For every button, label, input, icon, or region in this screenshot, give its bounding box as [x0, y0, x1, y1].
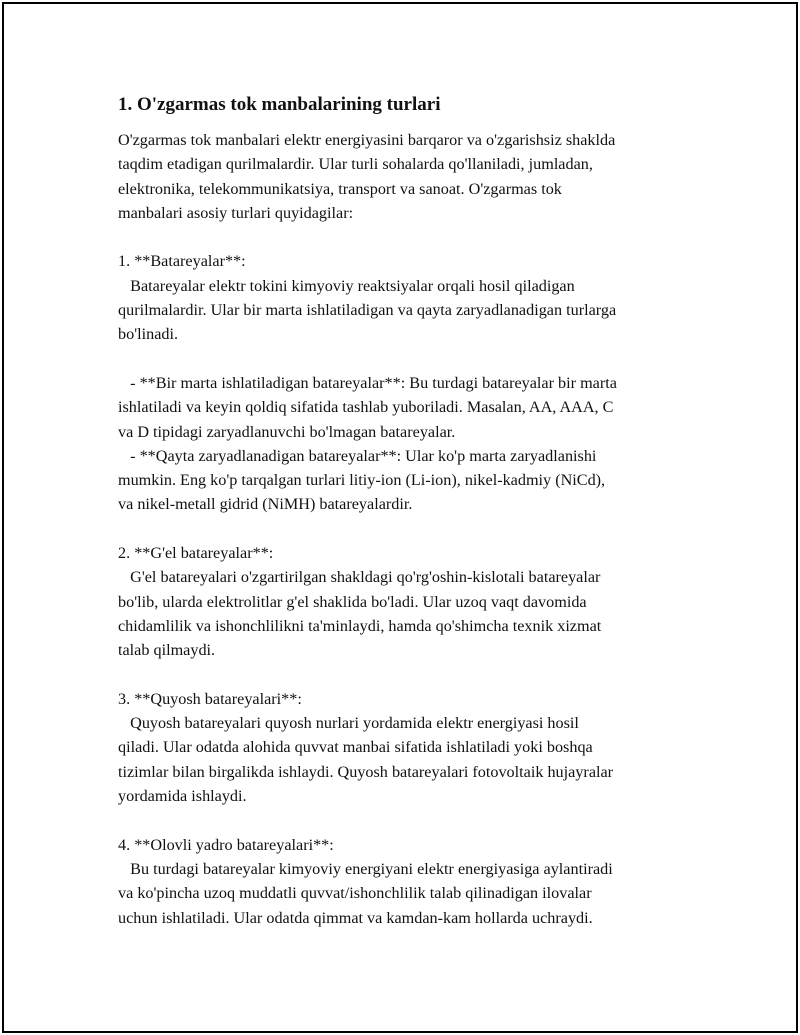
- text-line: Bu turdagi batareyalar kimyoviy energiyani elektr energiyasiga aylantiradi: [118, 859, 613, 878]
- text-line: 2. **G'el batareyalar**:: [118, 544, 274, 563]
- text-line: elektronika, telekommunikatsiya, transport va sanoat. O'zgarmas tok: [118, 179, 562, 198]
- blank-line: [118, 347, 698, 371]
- text-line: Batareyalar elektr tokini kimyoviy reaktsiyalar orqali hosil qiladigan: [118, 276, 575, 295]
- text-line: manbalari asosiy turlari quyidagilar:: [118, 203, 354, 222]
- text-line: ishlatiladi va keyin qoldiq sifatida tashlab yuboriladi. Masalan, AA, AAA, C: [118, 398, 614, 417]
- document-title: 1. O'zgarmas tok manbalarining turlari: [118, 94, 441, 115]
- text-line: mumkin. Eng ko'p tarqalgan turlari litiy-ion (Li-ion), nikel-kadmiy (NiCd),: [118, 471, 606, 490]
- blank-line: [118, 808, 698, 832]
- text-line: - **Qayta zaryadlanadigan batareyalar**: Ular ko'p marta zaryadlanishi: [118, 446, 597, 465]
- text-line: va ko'pincha uzoq muddatli quvvat/ishonchlilik talab qilinadigan ilovalar: [118, 884, 592, 903]
- text-line: va D tipidagi zaryadlanuvchi bo'lmagan batareyalar.: [118, 422, 456, 441]
- blank-line: [118, 663, 698, 687]
- text-line: bo'linadi.: [118, 325, 179, 344]
- document-text: [118, 128, 698, 930]
- text-line: Quyosh batareyalari quyosh nurlari yordamida elektr energiyasi hosil: [118, 714, 579, 733]
- text-line: O'zgarmas tok manbalari elektr energiyasini barqaror va o'zgarishsiz shaklda: [118, 131, 616, 149]
- text-line: tizimlar bilan birgalikda ishlaydi. Quyosh batareyalari fotovoltaik hujayralar: [118, 762, 614, 781]
- document-body: [118, 92, 698, 930]
- text-line: G'el batareyalari o'zgartirilgan shakldagi qo'rg'oshin-kislotali batareyalar: [118, 568, 601, 587]
- text-line: qurilmalardir. Ular bir marta ishlatiladigan va qayta zaryadlanadigan turlarga: [118, 301, 617, 320]
- text-line: 1. **Batareyalar**:: [118, 252, 246, 271]
- text-line: - **Bir marta ishlatiladigan batareyalar**: Bu turdagi batareyalar bir marta: [118, 373, 617, 392]
- blank-line: [118, 225, 698, 249]
- text-line: taqdim etadigan qurilmalardir. Ular turli sohalarda qo'llaniladi, jumladan,: [118, 155, 593, 174]
- text-line: uchun ishlatiladi. Ular odatda qimmat va kamdan-kam hollarda uchraydi.: [118, 908, 593, 927]
- text-line: yordamida ishlaydi.: [118, 787, 247, 806]
- text-line: 3. **Quyosh batareyalari**:: [118, 689, 302, 708]
- text-line: bo'lib, ularda elektrolitlar g'el shaklida bo'ladi. Ular uzoq vaqt davomida: [118, 592, 587, 611]
- text-line: qiladi. Ular odatda alohida quvvat manbai sifatida ishlatiladi yoki boshqa: [118, 738, 593, 757]
- text-line: 4. **Olovli yadro batareyalari**:: [118, 835, 334, 854]
- text-line: va nikel-metall gidrid (NiMH) batareyalardir.: [118, 495, 413, 514]
- blank-line: [118, 517, 698, 541]
- text-line: talab qilmaydi.: [118, 641, 216, 660]
- text-line: chidamlilik va ishonchlilikni ta'minlaydi, hamda qo'shimcha texnik xizmat: [118, 616, 602, 635]
